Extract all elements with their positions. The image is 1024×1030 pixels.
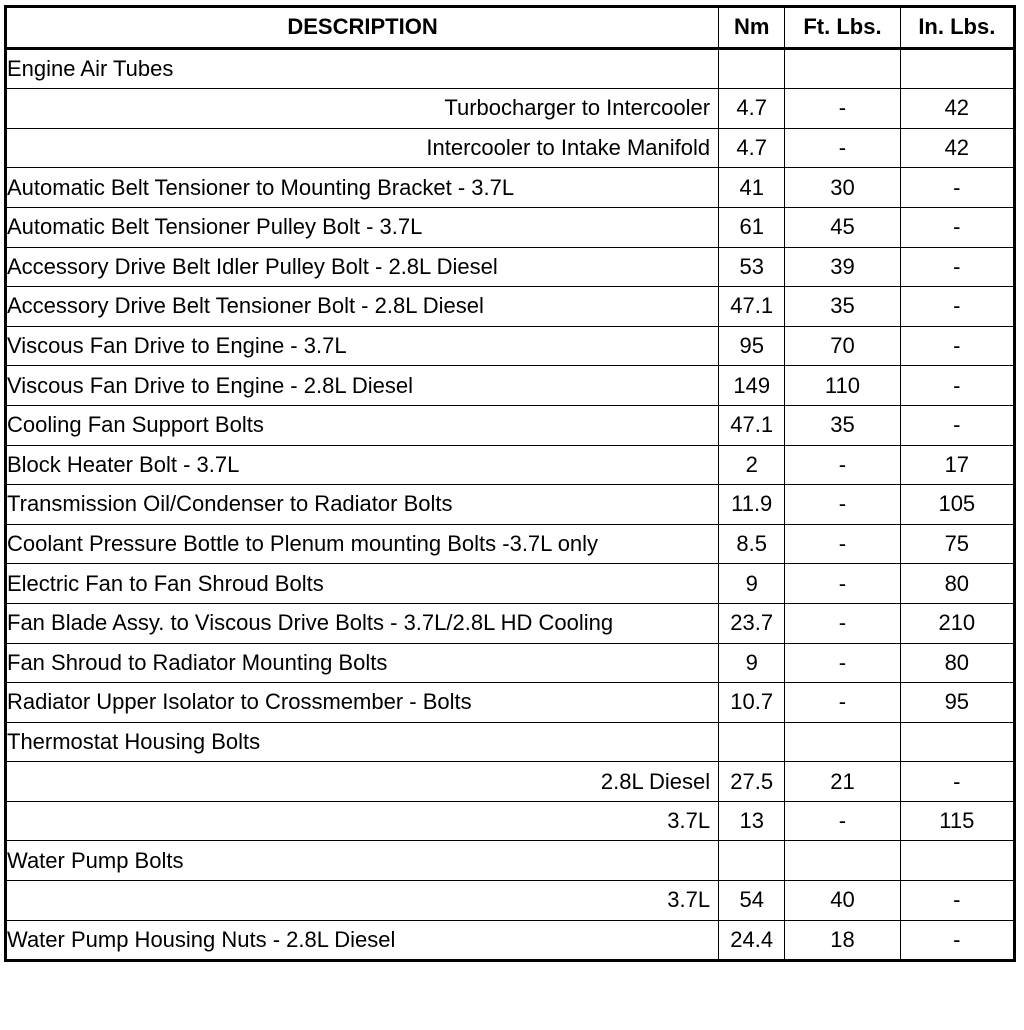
- nm-cell: 10.7: [719, 683, 785, 723]
- table-row: [6, 366, 1015, 406]
- ft-lbs-cell: -: [785, 485, 900, 525]
- description-cell: Intercooler to Intake Manifold: [6, 128, 719, 168]
- description-cell: Block Heater Bolt - 3.7L: [6, 445, 719, 485]
- in-lbs-cell: [900, 722, 1014, 762]
- description-cell: Automatic Belt Tensioner Pulley Bolt - 3.7L: [6, 207, 719, 247]
- description-cell: Engine Air Tubes: [6, 48, 719, 89]
- table-row: [6, 89, 1015, 129]
- ft-lbs-cell: -: [785, 643, 900, 683]
- table-row: [6, 128, 1015, 168]
- in-lbs-cell: -: [900, 326, 1014, 366]
- nm-cell: 24.4: [719, 920, 785, 961]
- description-cell: Thermostat Housing Bolts: [6, 722, 719, 762]
- in-lbs-cell: -: [900, 207, 1014, 247]
- description-cell: Radiator Upper Isolator to Crossmember - Bolts: [6, 683, 719, 723]
- description-cell: Transmission Oil/Condenser to Radiator Bolts: [6, 485, 719, 525]
- table-row: [6, 564, 1015, 604]
- in-lbs-cell: 80: [900, 643, 1014, 683]
- ft-lbs-cell: -: [785, 683, 900, 723]
- table-row: [6, 445, 1015, 485]
- nm-cell: [719, 48, 785, 89]
- table-row: [6, 603, 1015, 643]
- table-row: [6, 405, 1015, 445]
- in-lbs-cell: 42: [900, 89, 1014, 129]
- description-cell: Accessory Drive Belt Tensioner Bolt - 2.8L Diesel: [6, 287, 719, 327]
- ft-lbs-cell: [785, 722, 900, 762]
- in-lbs-cell: 95: [900, 683, 1014, 723]
- in-lbs-cell: -: [900, 762, 1014, 802]
- nm-cell: 95: [719, 326, 785, 366]
- table-row: [6, 643, 1015, 683]
- in-lbs-cell: 42: [900, 128, 1014, 168]
- nm-cell: 8.5: [719, 524, 785, 564]
- in-lbs-cell: 115: [900, 801, 1014, 841]
- nm-cell: 4.7: [719, 89, 785, 129]
- ft-lbs-cell: 30: [785, 168, 900, 208]
- header-nm: Nm: [719, 7, 785, 49]
- nm-cell: 11.9: [719, 485, 785, 525]
- ft-lbs-cell: -: [785, 89, 900, 129]
- in-lbs-cell: [900, 841, 1014, 881]
- header-in-lbs: In. Lbs.: [900, 7, 1014, 49]
- description-cell: Automatic Belt Tensioner to Mounting Bracket - 3.7L: [6, 168, 719, 208]
- description-cell: 2.8L Diesel: [6, 762, 719, 802]
- nm-cell: [719, 722, 785, 762]
- table-body: [6, 48, 1015, 961]
- in-lbs-cell: 210: [900, 603, 1014, 643]
- table-row: [6, 801, 1015, 841]
- nm-cell: 9: [719, 564, 785, 604]
- in-lbs-cell: -: [900, 168, 1014, 208]
- nm-cell: 2: [719, 445, 785, 485]
- description-cell: Coolant Pressure Bottle to Plenum mounting Bolts -3.7L only: [6, 524, 719, 564]
- table-row: [6, 762, 1015, 802]
- nm-cell: 9: [719, 643, 785, 683]
- ft-lbs-cell: 70: [785, 326, 900, 366]
- in-lbs-cell: 80: [900, 564, 1014, 604]
- nm-cell: 47.1: [719, 405, 785, 445]
- torque-spec-table: [4, 5, 1016, 962]
- ft-lbs-cell: 110: [785, 366, 900, 406]
- ft-lbs-cell: 35: [785, 405, 900, 445]
- table-row: [6, 168, 1015, 208]
- in-lbs-cell: -: [900, 920, 1014, 961]
- table-row: [6, 247, 1015, 287]
- description-cell: Fan Shroud to Radiator Mounting Bolts: [6, 643, 719, 683]
- in-lbs-cell: -: [900, 287, 1014, 327]
- table-row: [6, 683, 1015, 723]
- in-lbs-cell: 105: [900, 485, 1014, 525]
- table-row: [6, 524, 1015, 564]
- nm-cell: 4.7: [719, 128, 785, 168]
- ft-lbs-cell: 18: [785, 920, 900, 961]
- table-row: [6, 48, 1015, 89]
- ft-lbs-cell: [785, 841, 900, 881]
- nm-cell: 47.1: [719, 287, 785, 327]
- description-cell: Electric Fan to Fan Shroud Bolts: [6, 564, 719, 604]
- ft-lbs-cell: 35: [785, 287, 900, 327]
- description-cell: 3.7L: [6, 801, 719, 841]
- ft-lbs-cell: 39: [785, 247, 900, 287]
- ft-lbs-cell: 21: [785, 762, 900, 802]
- nm-cell: 149: [719, 366, 785, 406]
- description-cell: Accessory Drive Belt Idler Pulley Bolt - 2.8L Diesel: [6, 247, 719, 287]
- ft-lbs-cell: 45: [785, 207, 900, 247]
- description-cell: 3.7L: [6, 881, 719, 921]
- in-lbs-cell: -: [900, 247, 1014, 287]
- nm-cell: 27.5: [719, 762, 785, 802]
- nm-cell: 41: [719, 168, 785, 208]
- nm-cell: 23.7: [719, 603, 785, 643]
- ft-lbs-cell: -: [785, 603, 900, 643]
- ft-lbs-cell: [785, 48, 900, 89]
- nm-cell: 54: [719, 881, 785, 921]
- ft-lbs-cell: -: [785, 564, 900, 604]
- header-row: [6, 7, 1015, 49]
- ft-lbs-cell: -: [785, 801, 900, 841]
- ft-lbs-cell: -: [785, 128, 900, 168]
- table-row: [6, 722, 1015, 762]
- ft-lbs-cell: 40: [785, 881, 900, 921]
- in-lbs-cell: -: [900, 366, 1014, 406]
- description-cell: Water Pump Housing Nuts - 2.8L Diesel: [6, 920, 719, 961]
- in-lbs-cell: [900, 48, 1014, 89]
- nm-cell: 13: [719, 801, 785, 841]
- table-row: [6, 485, 1015, 525]
- ft-lbs-cell: -: [785, 445, 900, 485]
- table-row: [6, 207, 1015, 247]
- description-cell: Water Pump Bolts: [6, 841, 719, 881]
- table-row: [6, 881, 1015, 921]
- table-row: [6, 841, 1015, 881]
- description-cell: Viscous Fan Drive to Engine - 2.8L Diesel: [6, 366, 719, 406]
- description-cell: Turbocharger to Intercooler: [6, 89, 719, 129]
- in-lbs-cell: -: [900, 881, 1014, 921]
- ft-lbs-cell: -: [785, 524, 900, 564]
- description-cell: Fan Blade Assy. to Viscous Drive Bolts - 3.7L/2.8L HD Cooling: [6, 603, 719, 643]
- nm-cell: 61: [719, 207, 785, 247]
- nm-cell: [719, 841, 785, 881]
- in-lbs-cell: 75: [900, 524, 1014, 564]
- table-row: [6, 920, 1015, 961]
- nm-cell: 53: [719, 247, 785, 287]
- table-row: [6, 287, 1015, 327]
- torque-spec-sheet: [4, 5, 1016, 962]
- in-lbs-cell: -: [900, 405, 1014, 445]
- in-lbs-cell: 17: [900, 445, 1014, 485]
- header-ft-lbs: Ft. Lbs.: [785, 7, 900, 49]
- header-description: DESCRIPTION: [6, 7, 719, 49]
- description-cell: Cooling Fan Support Bolts: [6, 405, 719, 445]
- description-cell: Viscous Fan Drive to Engine - 3.7L: [6, 326, 719, 366]
- table-row: [6, 326, 1015, 366]
